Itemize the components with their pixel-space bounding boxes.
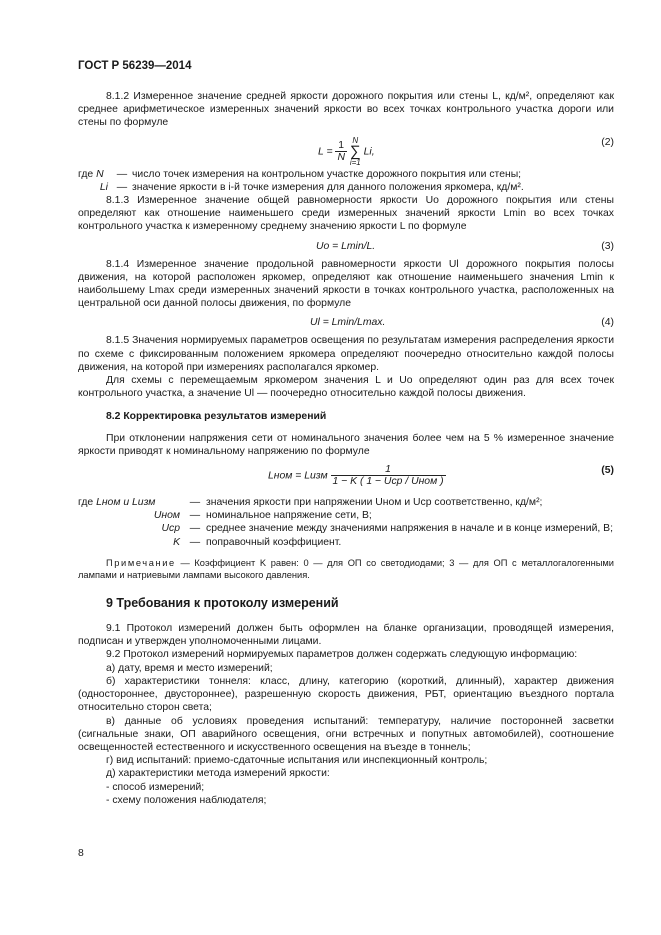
formula-2-number: (2) [601, 136, 614, 148]
list-item: - схему положения наблюдателя; [106, 794, 267, 806]
heading-8-2: 8.2 Корректировка результатов измерений [106, 411, 327, 423]
where-text-n: число точек измерения на контрольном участке дорожного покрытия или стены; [132, 168, 522, 180]
dash: — [189, 523, 201, 535]
dash: — [189, 536, 201, 548]
list-item: а) дату, время и место измерений; [106, 662, 273, 674]
page-body [78, 90, 614, 807]
formula-5-lhs: Lном = Lизм [268, 470, 328, 482]
formula-3-number: (3) [601, 240, 614, 252]
list-item: д) характеристики метода измерений яркости: [106, 768, 330, 780]
dash: — [189, 497, 201, 509]
formula-4 [78, 310, 614, 334]
where-text-li: значение яркости в i-й точке измерения для данного положения яркомера, кд/м². [132, 181, 524, 193]
sum-bottom: i=1 [349, 157, 361, 167]
formula-2-frac-num: 1 [335, 140, 347, 152]
where-sym-k: K [173, 536, 180, 548]
sigma-icon: ∑ [349, 142, 361, 160]
where-sym-lnom-lizm: Lном и Lизм [96, 497, 156, 509]
page-number: 8 [78, 848, 84, 859]
where-text-k: поправочный коэффициент. [206, 536, 342, 548]
where-list-2 [78, 168, 614, 194]
para-8-1-5: 8.1.5 Значения нормируемых параметров освещения по результатам измерения распределения яркости по схеме с фиксированным положением яркомера определяют поочередно относительно каждой полосы движения, на которой при измерениях располагался яркомер. [78, 335, 614, 373]
where-sym-ucp: Uср [161, 523, 180, 535]
formula-4-expr: Ul = Lmin/Lmax. [310, 317, 386, 329]
formula-5-frac-den: 1 − K ( 1 − Uср / Uном ) [332, 476, 444, 488]
heading-9: 9 Требования к протоколу измерений [106, 595, 339, 610]
where-text-lnom-lizm: значения яркости при напряжении Uном и Uср соответственно, кд/м²; [206, 497, 543, 509]
list-item: г) вид испытаний: приемо-сдаточные испытания или инспекционный контроль; [106, 755, 488, 767]
where-word: где [78, 168, 94, 180]
note-label: Примечание [106, 557, 176, 568]
formula-5-number: (5) [601, 465, 614, 477]
where-sym-unom: Uном [153, 510, 180, 522]
where-text-unom: номинальное напряжение сети, В; [206, 510, 372, 522]
para-8-2: При отклонении напряжения сети от номинального значения более чем на 5 % измеренное значение яркости приводят к номинальному напряжению по формуле [78, 432, 614, 457]
sum-top: N [352, 135, 359, 145]
formula-2-term: Li, [363, 145, 375, 157]
where-sym-n: N [96, 168, 104, 180]
para-9-1: 9.1 Протокол измерений должен быть оформлен на бланке организации, проводящей измерения, подписан и утвержден уполномоченными лицами. [78, 623, 614, 648]
standard-header: ГОСТ Р 56239—2014 [78, 60, 192, 72]
list-item: - способ измерений; [106, 781, 205, 793]
formula-5-frac-num: 1 [331, 464, 446, 476]
where-sym-li: Li [99, 181, 108, 193]
formula-5-fraction [331, 464, 446, 487]
dash: — [116, 181, 128, 193]
dash: — [189, 510, 201, 522]
formula-2-sum [350, 136, 361, 167]
formula-2-lhs: L = [318, 145, 333, 157]
formula-2-fraction [335, 140, 347, 163]
dash: — [116, 168, 128, 180]
list-item: б) характеристики тоннеля: класс, длину, категорию (короткий, длинный), характер движения (одностороннее, двустороннее), разрешенную скорость движения, РБТ, ориентацию въездного портала относительно сторон света; [78, 675, 614, 714]
formula-2-frac-den: N [337, 151, 345, 163]
para-8-1-2: 8.1.2 Измеренное значение средней яркости дорожного покрытия или стены L, кд/м², определяют как среднее арифметическое измеренных значений яркости во всех точках контрольного участка дороги или стены по формуле [78, 91, 614, 129]
list-item: в) данные об условиях проведения испытаний: температуру, наличие посторонней засветки (сигнальные знаки, ОП аварийного освещения, огни встречных и попутных автомобилей), соотношение освещенностей естественного и искусственного освещения на въезде в тоннель; [78, 715, 614, 753]
para-8-1-4: 8.1.4 Измеренное значение продольной равномерности яркости Ul дорожного покрытия полосы движения, на которой расположен яркомер, определяют как отношение наименьшего значения Lmin к наибольшему Lmax среди измеренных значений яркости в точках контрольного участка, расположенных на центральной оси данной полосы движения, по формуле [78, 258, 614, 310]
where-list-5 [78, 496, 614, 549]
note [78, 557, 614, 581]
where-word: где [78, 497, 94, 509]
formula-3-expr: Uo = Lmin/L. [316, 240, 376, 252]
note-text: — Коэффициент K равен: 0 — для ОП со светодиодами; 3 — для ОП с металлогалогенными лампами и натриевыми лампами высокого давления. [78, 557, 614, 580]
para-8-1-5-moving: Для схемы с перемещаемым яркомером значения L и Uo определяют один раз для всех точек контрольного участка, а значение Ul — поочередно относительно каждой полосы движения. [78, 375, 614, 400]
formula-4-number: (4) [601, 317, 614, 329]
formula-5 [78, 458, 614, 496]
formula-2 [78, 130, 614, 168]
where-text-ucp: среднее значение между значениями напряжения в начале и в конце измерений, В; [206, 523, 613, 535]
formula-3 [78, 234, 614, 258]
para-9-2: 9.2 Протокол измерений нормируемых параметров должен содержать следующую информацию: [106, 649, 578, 661]
para-8-1-3: 8.1.3 Измеренное значение общей равномерности яркости Uo дорожного покрытия или стены определяют как отношение наименьшего среди измеренных значений яркости Lmin во всех точках контрольного участка к измеренному среднему значению яркости L по формуле [78, 195, 614, 233]
